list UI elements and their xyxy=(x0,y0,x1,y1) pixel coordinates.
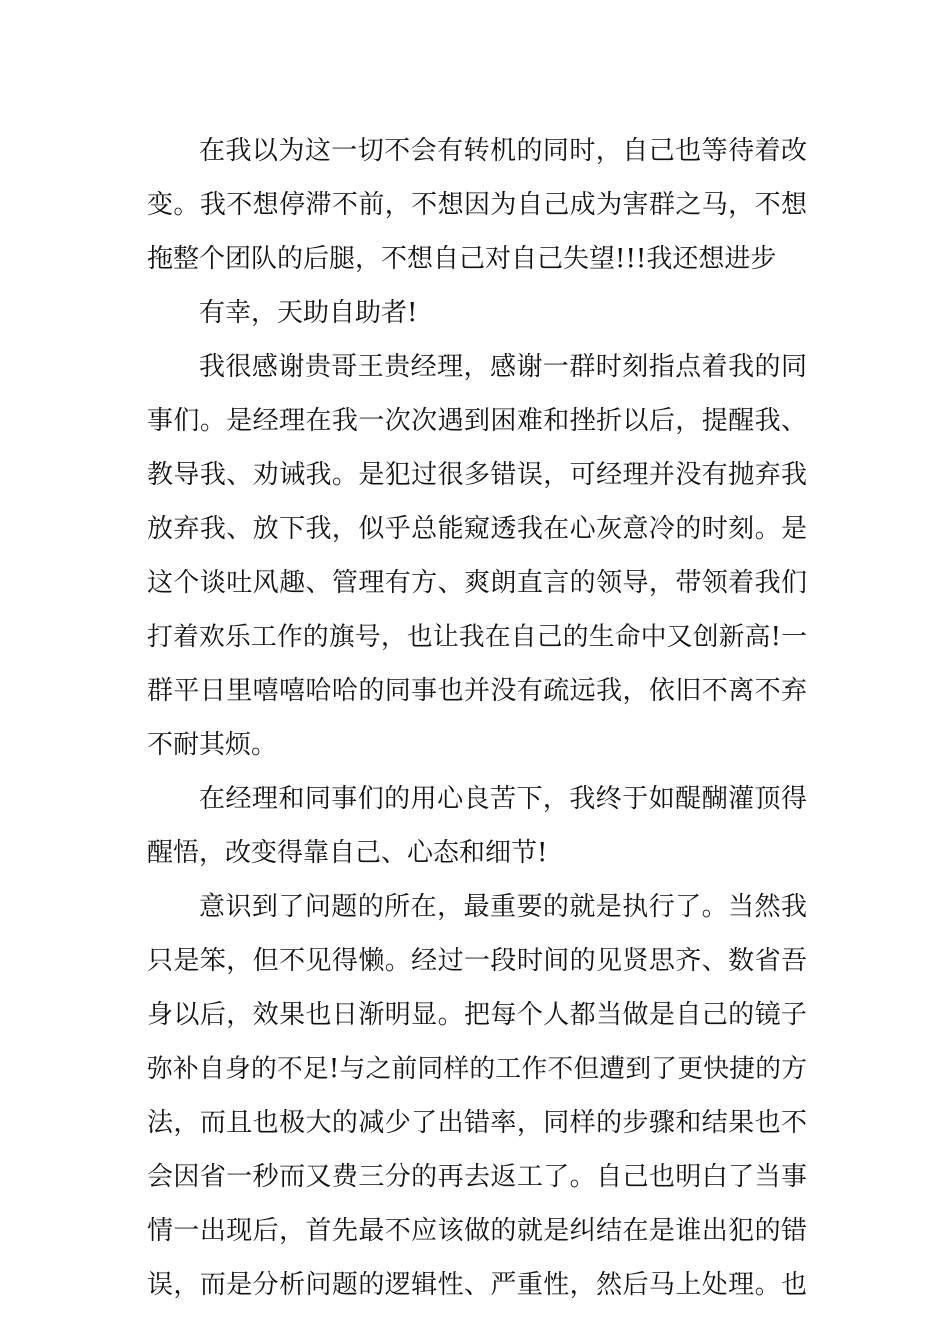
body-text xyxy=(147,124,807,1312)
text-line: 拖整个团队的后腿，不想自己对自己失望!!!我还想进步 xyxy=(147,244,777,274)
text-line: 情一出现后，首先最不应该做的就是纠结在是谁出犯的错 xyxy=(147,1216,807,1246)
text-line: 我很感谢贵哥王贵经理，感谢一群时刻指点着我的同 xyxy=(199,352,807,382)
text-line: 事们。是经理在我一次次遇到困难和挫折以后，提醒我、 xyxy=(147,406,807,436)
text-line: 放弃我、放下我，似乎总能窥透我在心灰意冷的时刻。是 xyxy=(147,514,807,544)
text-line: 变。我不想停滞不前，不想因为自己成为害群之马，不想 xyxy=(147,190,807,220)
text-line: 醒悟，改变得靠自己、心态和细节! xyxy=(147,838,548,868)
text-line: 在经理和同事们的用心良苦下，我终于如醍醐灌顶得 xyxy=(199,784,807,814)
text-line: 会因省一秒而又费三分的再去返工了。自己也明白了当事 xyxy=(147,1162,807,1192)
text-line: 误，而是分析问题的逻辑性、严重性，然后马上处理。也 xyxy=(147,1270,807,1300)
text-line: 这个谈吐风趣、管理有方、爽朗直言的领导，带领着我们 xyxy=(147,568,807,598)
text-line: 不耐其烦。 xyxy=(147,730,278,760)
text-line: 弥补自身的不足!与之前同样的工作不但遭到了更快捷的方 xyxy=(147,1054,807,1084)
text-line: 意识到了问题的所在，最重要的就是执行了。当然我 xyxy=(199,892,807,922)
text-line: 教导我、劝诫我。是犯过很多错误，可经理并没有抛弃我 xyxy=(147,460,807,490)
text-line: 群平日里嘻嘻哈哈的同事也并没有疏远我，依旧不离不弃 xyxy=(147,676,807,706)
text-line: 有幸，天助自助者! xyxy=(199,298,418,328)
text-line: 法，而且也极大的减少了出错率，同样的步骤和结果也不 xyxy=(147,1108,807,1138)
text-line: 身以后，效果也日渐明显。把每个人都当做是自己的镜子 xyxy=(147,1000,807,1030)
text-line: 在我以为这一切不会有转机的同时，自己也等待着改 xyxy=(199,136,807,166)
text-line: 打着欢乐工作的旗号，也让我在自己的生命中又创新高!一 xyxy=(147,622,807,652)
text-line: 只是笨，但不见得懒。经过一段时间的见贤思齐、数省吾 xyxy=(147,946,807,976)
